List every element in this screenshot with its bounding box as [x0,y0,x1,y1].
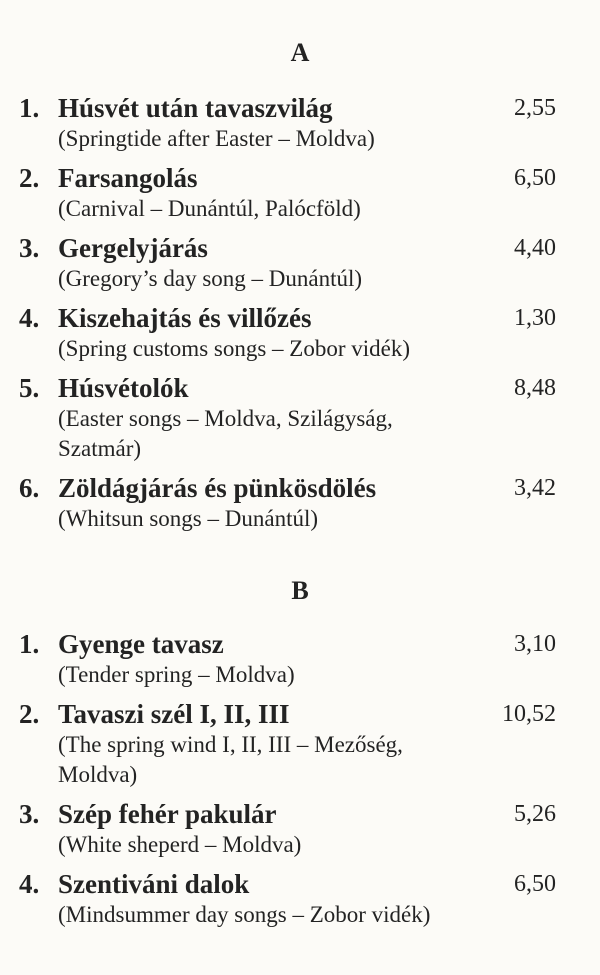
track-subtitle: (Easter songs – Moldva, Szilágyság, Szatmár) [58,406,393,461]
track-number: 1. [19,629,40,659]
track-title: Farsangolás [58,163,198,193]
track-item [0,698,600,790]
track-title: Kiszehajtás és villőzés [58,303,312,333]
track-subtitle: (White sheperd – Moldva) [58,832,302,857]
track-subtitle: (Springtide after Easter – Moldva) [58,126,375,151]
track-number: 4. [19,869,40,899]
side-b-track-list [0,628,600,930]
track-title: Húsvétolók [58,373,189,403]
track-title: Húsvét után tavaszvilág [58,93,333,123]
track-duration: 8,48 [514,375,556,401]
track-duration: 4,40 [514,235,556,261]
track-item [0,162,600,224]
track-duration: 2,55 [514,95,556,121]
track-title: Tavaszi szél I, II, III [58,699,290,729]
track-item [0,472,600,534]
track-number: 2. [19,163,40,193]
track-duration: 3,42 [514,475,556,501]
track-item [0,372,600,464]
side-b-section [0,572,600,938]
track-subtitle: (Whitsun songs – Dunántúl) [58,506,319,531]
track-duration: 6,50 [514,165,556,191]
side-a-heading: A [290,38,310,67]
track-number: 1. [19,93,40,123]
track-title: Szép fehér pakulár [58,799,277,829]
track-item [0,628,600,690]
track-subtitle: (The spring wind I, II, III – Mezőség, Moldva) [58,732,403,787]
track-duration: 3,10 [514,631,556,657]
track-item [0,92,600,154]
track-number: 4. [19,303,40,333]
track-number: 3. [19,799,40,829]
side-b-heading: B [291,576,309,605]
track-subtitle: (Gregory’s day song – Dunántúl) [58,266,363,291]
track-subtitle: (Spring customs songs – Zobor vidék) [58,336,411,361]
track-subtitle: (Carnival – Dunántúl, Palócföld) [58,196,361,221]
track-number: 5. [19,373,40,403]
track-duration: 6,50 [514,871,556,897]
track-number: 3. [19,233,40,263]
track-title: Zöldágjárás és pünkösdölés [58,473,377,503]
track-title: Gergelyjárás [58,233,208,263]
track-subtitle: (Tender spring – Moldva) [58,662,295,687]
track-title: Szentiváni dalok [58,869,250,899]
track-subtitle: (Mindsummer day songs – Zobor vidék) [58,902,431,927]
track-duration: 5,26 [514,801,556,827]
track-title: Gyenge tavasz [58,629,224,659]
track-duration: 1,30 [514,305,556,331]
track-item [0,798,600,860]
track-duration: 10,52 [502,701,556,727]
side-a-track-list [0,92,600,534]
track-item [0,302,600,364]
track-number: 2. [19,699,40,729]
track-item [0,868,600,930]
track-item [0,232,600,294]
track-number: 6. [19,473,40,503]
